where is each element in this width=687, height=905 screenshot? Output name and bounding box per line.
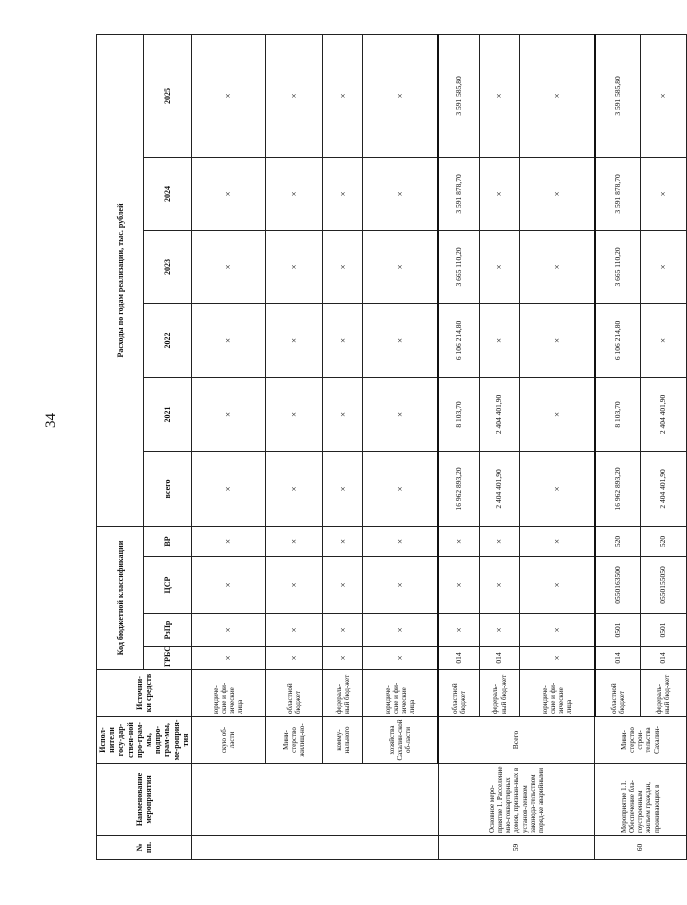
table-row xyxy=(363,34,438,859)
cont-name-cell xyxy=(191,764,438,836)
grbs-cell: × xyxy=(520,647,595,670)
y2021-cell: × xyxy=(363,377,438,451)
header-2022: 2022 xyxy=(144,303,191,377)
csr-cell: × xyxy=(266,557,323,614)
csr-cell: × xyxy=(438,557,479,614)
source-cell: юридиче-ские и фи-зические лица xyxy=(191,670,265,717)
header-name: Наименование мероприятия xyxy=(97,764,192,836)
y2022-cell: × xyxy=(520,303,595,377)
executor-cell: скую об-ласти xyxy=(191,717,265,764)
executor-cell: Мини-стерство жилищ-но- xyxy=(266,717,323,764)
header-executor: Испол-нители госу-дар-ствен-ной про-грам-мы, подпро-грам-мы, ме-роприя-тия xyxy=(97,717,192,764)
vr-cell: × xyxy=(363,526,438,556)
table-row xyxy=(595,34,641,859)
header-grbs: ГРБС xyxy=(144,647,191,670)
y2025-cell: × xyxy=(641,34,686,157)
y2025-cell: × xyxy=(266,34,323,157)
y2021-cell: × xyxy=(323,377,363,451)
y2022-cell: × xyxy=(479,303,519,377)
rzpr-cell: × xyxy=(438,614,479,647)
rzpr-cell: × xyxy=(323,614,363,647)
csr-cell: × xyxy=(323,557,363,614)
header-total: всего xyxy=(144,451,191,526)
executor-cell: хозяйства Сахалин-ской об-ласти xyxy=(363,717,438,764)
y2023-cell: × xyxy=(520,230,595,303)
total-cell: 16 962 893,20 xyxy=(595,451,641,526)
rotated-table-container xyxy=(96,35,672,860)
y2022-cell: × xyxy=(641,303,686,377)
y2025-cell: × xyxy=(323,34,363,157)
y2022-cell: × xyxy=(323,303,363,377)
vr-cell: × xyxy=(266,526,323,556)
csr-cell: × xyxy=(520,557,595,614)
source-cell: федераль-ный бюд-жет xyxy=(479,670,519,717)
csr-cell: 0550163500 xyxy=(595,557,641,614)
y2021-cell: 8 103,70 xyxy=(438,377,479,451)
csr-cell: 0550155050 xyxy=(641,557,686,614)
y2024-cell: × xyxy=(191,157,265,230)
executor-cell: комму-нального xyxy=(323,717,363,764)
header-2025: 2025 xyxy=(144,34,191,157)
vr-cell: 520 xyxy=(641,526,686,556)
rzpr-cell: 0501 xyxy=(595,614,641,647)
source-cell: юридиче-ские и фи-зические лица xyxy=(520,670,595,717)
table-row xyxy=(191,34,265,859)
y2021-cell: 2 404 401,90 xyxy=(479,377,519,451)
header-expenses: Расходы по годам реализации, тыс. рублей xyxy=(97,34,144,526)
y2024-cell: × xyxy=(520,157,595,230)
header-num: № пп. xyxy=(97,836,192,860)
table-row xyxy=(323,34,363,859)
header-csr: ЦСР xyxy=(144,557,191,614)
header-2021: 2021 xyxy=(144,377,191,451)
y2021-cell: 8 103,70 xyxy=(595,377,641,451)
total-cell: 2 404 401,90 xyxy=(479,451,519,526)
y2024-cell: × xyxy=(479,157,519,230)
header-source: Источни-ки средств xyxy=(97,670,192,717)
y2022-cell: × xyxy=(191,303,265,377)
header-rzpr: РзПр xyxy=(144,614,191,647)
vr-cell: × xyxy=(479,526,519,556)
csr-cell: × xyxy=(191,557,265,614)
table-row xyxy=(266,34,323,859)
total-cell: × xyxy=(520,451,595,526)
y2023-cell: × xyxy=(479,230,519,303)
y2022-cell: × xyxy=(266,303,323,377)
header-2023: 2023 xyxy=(144,230,191,303)
y2025-cell: × xyxy=(479,34,519,157)
y2023-cell: × xyxy=(323,230,363,303)
source-cell: федераль-ный бюд-жет xyxy=(323,670,363,717)
total-cell: × xyxy=(191,451,265,526)
y2021-cell: 2 404 401,90 xyxy=(641,377,686,451)
y2021-cell: × xyxy=(266,377,323,451)
rzpr-cell: × xyxy=(266,614,323,647)
budget-table xyxy=(96,34,687,860)
table-row xyxy=(438,34,479,859)
csr-cell: × xyxy=(363,557,438,614)
y2024-cell: 3 591 878,70 xyxy=(595,157,641,230)
grbs-cell: × xyxy=(323,647,363,670)
rzpr-cell: 0501 xyxy=(641,614,686,647)
cont-num-cell xyxy=(191,836,438,860)
rzpr-cell: × xyxy=(191,614,265,647)
total-cell: 2 404 401,90 xyxy=(641,451,686,526)
vr-cell: × xyxy=(438,526,479,556)
y2025-cell: 3 591 585,80 xyxy=(595,34,641,157)
y2025-cell: × xyxy=(363,34,438,157)
measure-name-cell: Мероприятие 1.1. Обеспечение бла-гоустроенным жильем граждан, проживающих в xyxy=(595,764,686,836)
measure-name-cell: Основное меро-приятие 1. Расселение мно-гоквартирных домов, признан-ных в установ-ленном законода-тельством поряд-ке аварийными xyxy=(438,764,595,836)
y2023-cell: 3 665 110,20 xyxy=(438,230,479,303)
y2023-cell: 3 665 110,20 xyxy=(595,230,641,303)
y2024-cell: × xyxy=(323,157,363,230)
header-vr: ВР xyxy=(144,526,191,556)
grbs-cell: × xyxy=(191,647,265,670)
header-row-1 xyxy=(97,34,144,859)
y2025-cell: 3 591 585,80 xyxy=(438,34,479,157)
source-cell: федераль-ный бюд-жет xyxy=(641,670,686,717)
rzpr-cell: × xyxy=(479,614,519,647)
y2025-cell: × xyxy=(191,34,265,157)
rzpr-cell: × xyxy=(520,614,595,647)
page-number: 34 xyxy=(43,413,59,428)
grbs-cell: 014 xyxy=(479,647,519,670)
y2023-cell: × xyxy=(363,230,438,303)
y2024-cell: 3 591 878,70 xyxy=(438,157,479,230)
grbs-cell: 014 xyxy=(595,647,641,670)
source-cell: областной бюджет xyxy=(595,670,641,717)
source-cell: областной бюджет xyxy=(438,670,479,717)
row-number-cell: 59 xyxy=(438,836,595,860)
row-number-cell: 60 xyxy=(595,836,686,860)
y2023-cell: × xyxy=(266,230,323,303)
y2022-cell: 6 106 214,80 xyxy=(595,303,641,377)
y2021-cell: × xyxy=(191,377,265,451)
y2025-cell: × xyxy=(520,34,595,157)
total-cell: × xyxy=(363,451,438,526)
vr-cell: × xyxy=(520,526,595,556)
total-cell: × xyxy=(266,451,323,526)
executor-cell: Всего xyxy=(438,717,595,764)
y2024-cell: × xyxy=(641,157,686,230)
grbs-cell: × xyxy=(363,647,438,670)
grbs-cell: × xyxy=(266,647,323,670)
y2022-cell: 6 106 214,80 xyxy=(438,303,479,377)
source-cell: областной бюджет xyxy=(266,670,323,717)
executor-cell: Мини-стерство строи-тельства Сахалин- xyxy=(595,717,686,764)
source-cell: юридиче-ские и фи-зические лица xyxy=(363,670,438,717)
y2022-cell: × xyxy=(363,303,438,377)
vr-cell: 520 xyxy=(595,526,641,556)
header-budget-code: Код бюджетной классификации xyxy=(97,526,144,669)
grbs-cell: 014 xyxy=(641,647,686,670)
vr-cell: × xyxy=(323,526,363,556)
vr-cell: × xyxy=(191,526,265,556)
total-cell: × xyxy=(323,451,363,526)
csr-cell: × xyxy=(479,557,519,614)
grbs-cell: 014 xyxy=(438,647,479,670)
y2024-cell: × xyxy=(266,157,323,230)
header-2024: 2024 xyxy=(144,157,191,230)
rzpr-cell: × xyxy=(363,614,438,647)
y2024-cell: × xyxy=(363,157,438,230)
y2021-cell: × xyxy=(520,377,595,451)
y2023-cell: × xyxy=(641,230,686,303)
y2023-cell: × xyxy=(191,230,265,303)
total-cell: 16 962 893,20 xyxy=(438,451,479,526)
